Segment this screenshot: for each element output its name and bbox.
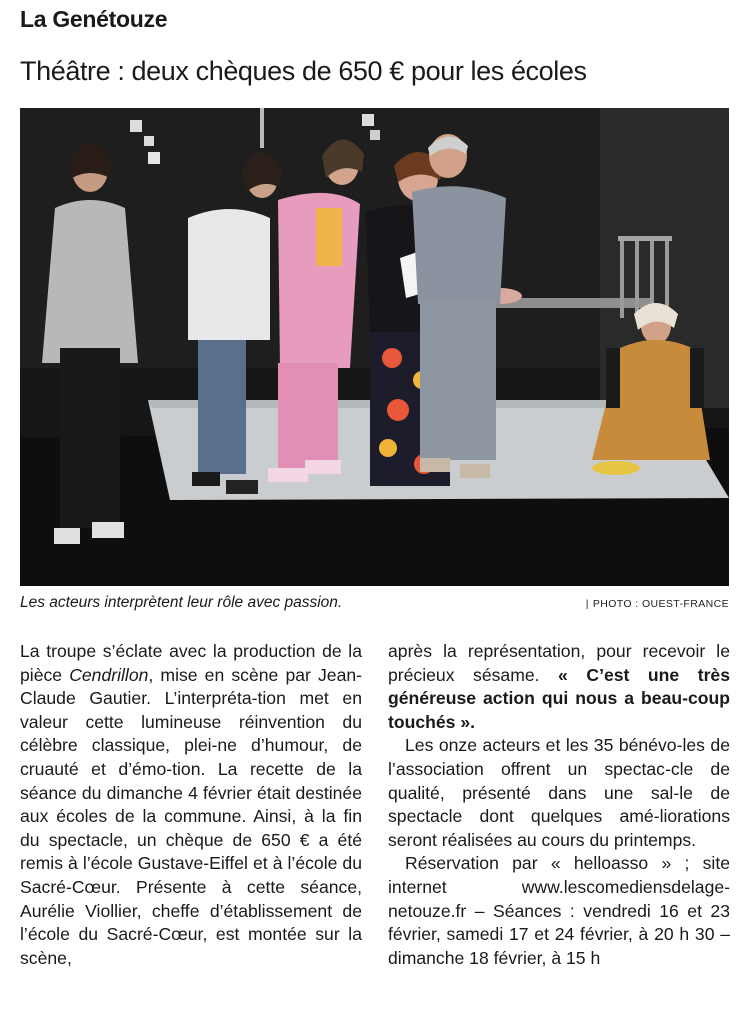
paragraph <box>388 640 730 734</box>
paragraph: Les onze acteurs et les 35 bénévo-les de l’association offrent un spectac-cle de qualité, présenté dans une sal-le de spectacle dont quelques amé-liorations seront réalisées au cours du printemps. <box>388 735 730 850</box>
photo-caption: Les acteurs interprètent leur rôle avec passion. <box>20 594 343 611</box>
paragraph <box>20 640 362 970</box>
article-column-left <box>20 640 362 970</box>
article-headline: Théâtre : deux chèques de 650 € pour les écoles <box>20 56 587 86</box>
paragraph-text: La troupe s’éclate avec la production de la pièce <box>20 641 362 685</box>
paragraph-text: , mise en scène par Jean-Claude Gautier. L’interpréta-tion met en valeur cette lumineuse réinvention du célèbre classique, plei-ne d’humour, de cruauté et d’émo-tion. La recette de la séance du dimanche 4 février était destinée aux écoles de la commune. Ainsi, à la fin du spectacle, un chèque de 650 € a été remis à l’école Gustave-Eiffel et à l’école du Sacré-Cœur. Présente à cette séance, Aurélie Viollier, cheffe d’établissement de l’école du Sacré-Cœur, est montée sur la scène, <box>20 664 362 968</box>
paragraph: Réservation par « helloasso » ; site internet www.lescomediensdelage-netouze.fr – Séances : vendredi 16 et 23 février, samedi 17 et 24 février, à 20 h 30 – dimanche 18 février, à 15 h <box>388 853 730 968</box>
credit-text: PHOTO : OUEST-FRANCE <box>592 598 729 610</box>
article-photo <box>20 108 729 586</box>
photo-credit <box>586 598 729 610</box>
pull-quote: « C’est une très généreuse action qui nous a beau-coup touchés ». <box>388 664 730 732</box>
paragraph-text: après la représentation, pour recevoir le précieux sésame. <box>388 641 730 685</box>
locality-heading: La Genétouze <box>20 6 168 32</box>
play-title: Cendrillon <box>69 664 149 685</box>
credit-separator: | <box>585 598 589 610</box>
article-column-right <box>388 640 730 970</box>
